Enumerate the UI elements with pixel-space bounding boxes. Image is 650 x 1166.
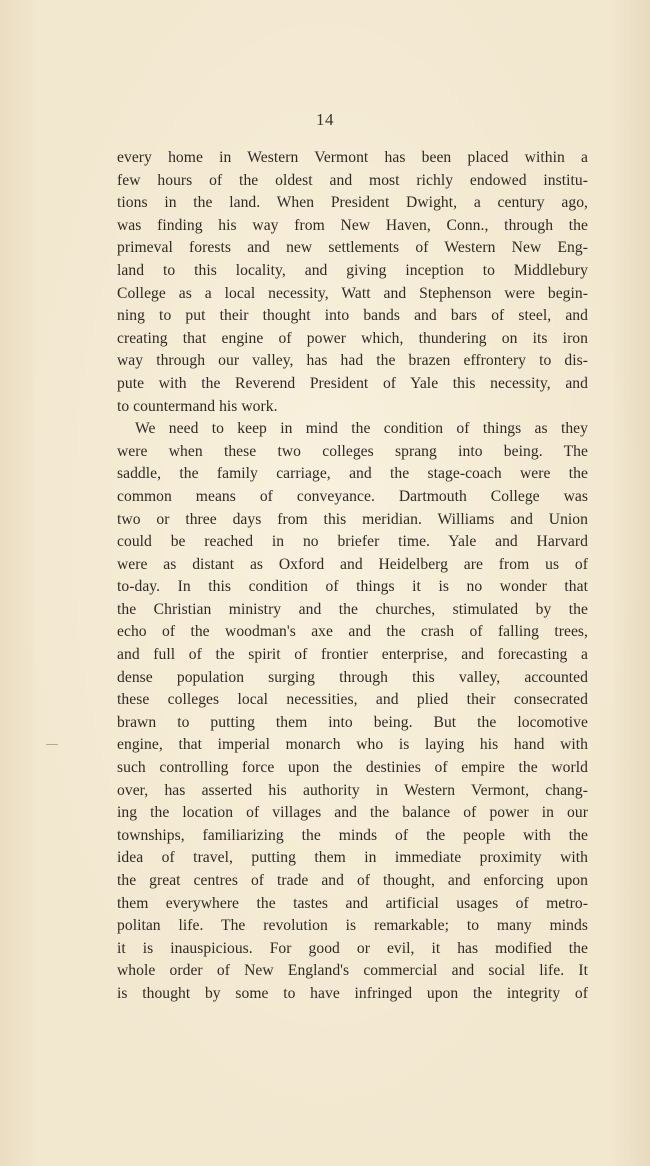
text-line: was finding his way from New Haven, Conn., through the <box>117 216 588 234</box>
text-line: dense population surging through this valley, accounted <box>117 668 588 686</box>
text-line: We need to keep in mind the condition of things as they <box>135 420 588 438</box>
text-line: to countermand his work. <box>117 397 278 415</box>
text-line: primeval forests and new settlements of Western New Eng- <box>117 239 588 257</box>
text-line: College as a local necessity, Watt and Stephenson were begin- <box>117 284 588 302</box>
text-line: could be reached in no briefer time. Yale and Harvard <box>117 533 588 551</box>
text-line: pute with the Reverend President of Yale this necessity, and <box>117 374 588 392</box>
margin-mark <box>46 744 58 745</box>
text-line: were as distant as Oxford and Heidelberg are from us of <box>117 555 588 573</box>
text-line: politan life. The revolution is remarkable; to many minds <box>117 917 588 935</box>
text-line: saddle, the family carriage, and the stage-coach were the <box>117 465 588 483</box>
text-line: creating that engine of power which, thundering on its iron <box>117 329 588 347</box>
text-line: these colleges local necessities, and plied their consecrated <box>117 691 588 709</box>
text-line: brawn to putting them into being. But the locomotive <box>117 713 588 731</box>
text-line: over, has asserted his authority in Western Vermont, chang- <box>117 781 588 799</box>
text-line: two or three days from this meridian. Williams and Union <box>117 510 588 528</box>
page-number: 14 <box>316 110 334 129</box>
text-line: townships, familiarizing the minds of the people with the <box>117 826 588 844</box>
text-line: echo of the woodman's axe and the crash of falling trees, <box>117 623 588 641</box>
text-line: engine, that imperial monarch who is laying his hand with <box>117 736 588 754</box>
text-line: the great centres of trade and of thought, and enforcing upon <box>117 872 588 889</box>
text-line: the Christian ministry and the churches, stimulated by the <box>117 600 588 618</box>
text-line: way through our valley, has had the brazen effrontery to dis- <box>117 352 588 370</box>
text-line: them everywhere the tastes and artificial usages of metro- <box>117 894 588 912</box>
text-line: is thought by some to have infringed upon the integrity of <box>117 984 588 1002</box>
text-line: ing the location of villages and the balance of power in our <box>117 804 588 822</box>
text-line: every home in Western Vermont has been placed within a <box>117 149 588 166</box>
body-text <box>117 147 588 1006</box>
text-line: few hours of the oldest and most richly endowed institu- <box>117 171 588 189</box>
text-line: were when these two colleges sprang into being. The <box>117 442 588 460</box>
text-line: common means of conveyance. Dartmouth College was <box>117 487 588 505</box>
text-line: it is inauspicious. For good or evil, it has modified the <box>117 939 588 957</box>
text-line: land to this locality, and giving inception to Middlebury <box>117 261 588 279</box>
text-line: and full of the spirit of frontier enterprise, and forecasting a <box>117 646 588 664</box>
text-line: idea of travel, putting them in immediate proximity with <box>117 849 588 867</box>
text-line: ning to put their thought into bands and bars of steel, and <box>117 307 588 325</box>
text-line: to-day. In this condition of things it is no wonder that <box>117 578 588 596</box>
text-line: whole order of New England's commercial and social life. It <box>117 962 588 980</box>
text-line: tions in the land. When President Dwight, a century ago, <box>117 194 588 212</box>
text-line: such controlling force upon the destinies of empire the world <box>117 759 588 777</box>
